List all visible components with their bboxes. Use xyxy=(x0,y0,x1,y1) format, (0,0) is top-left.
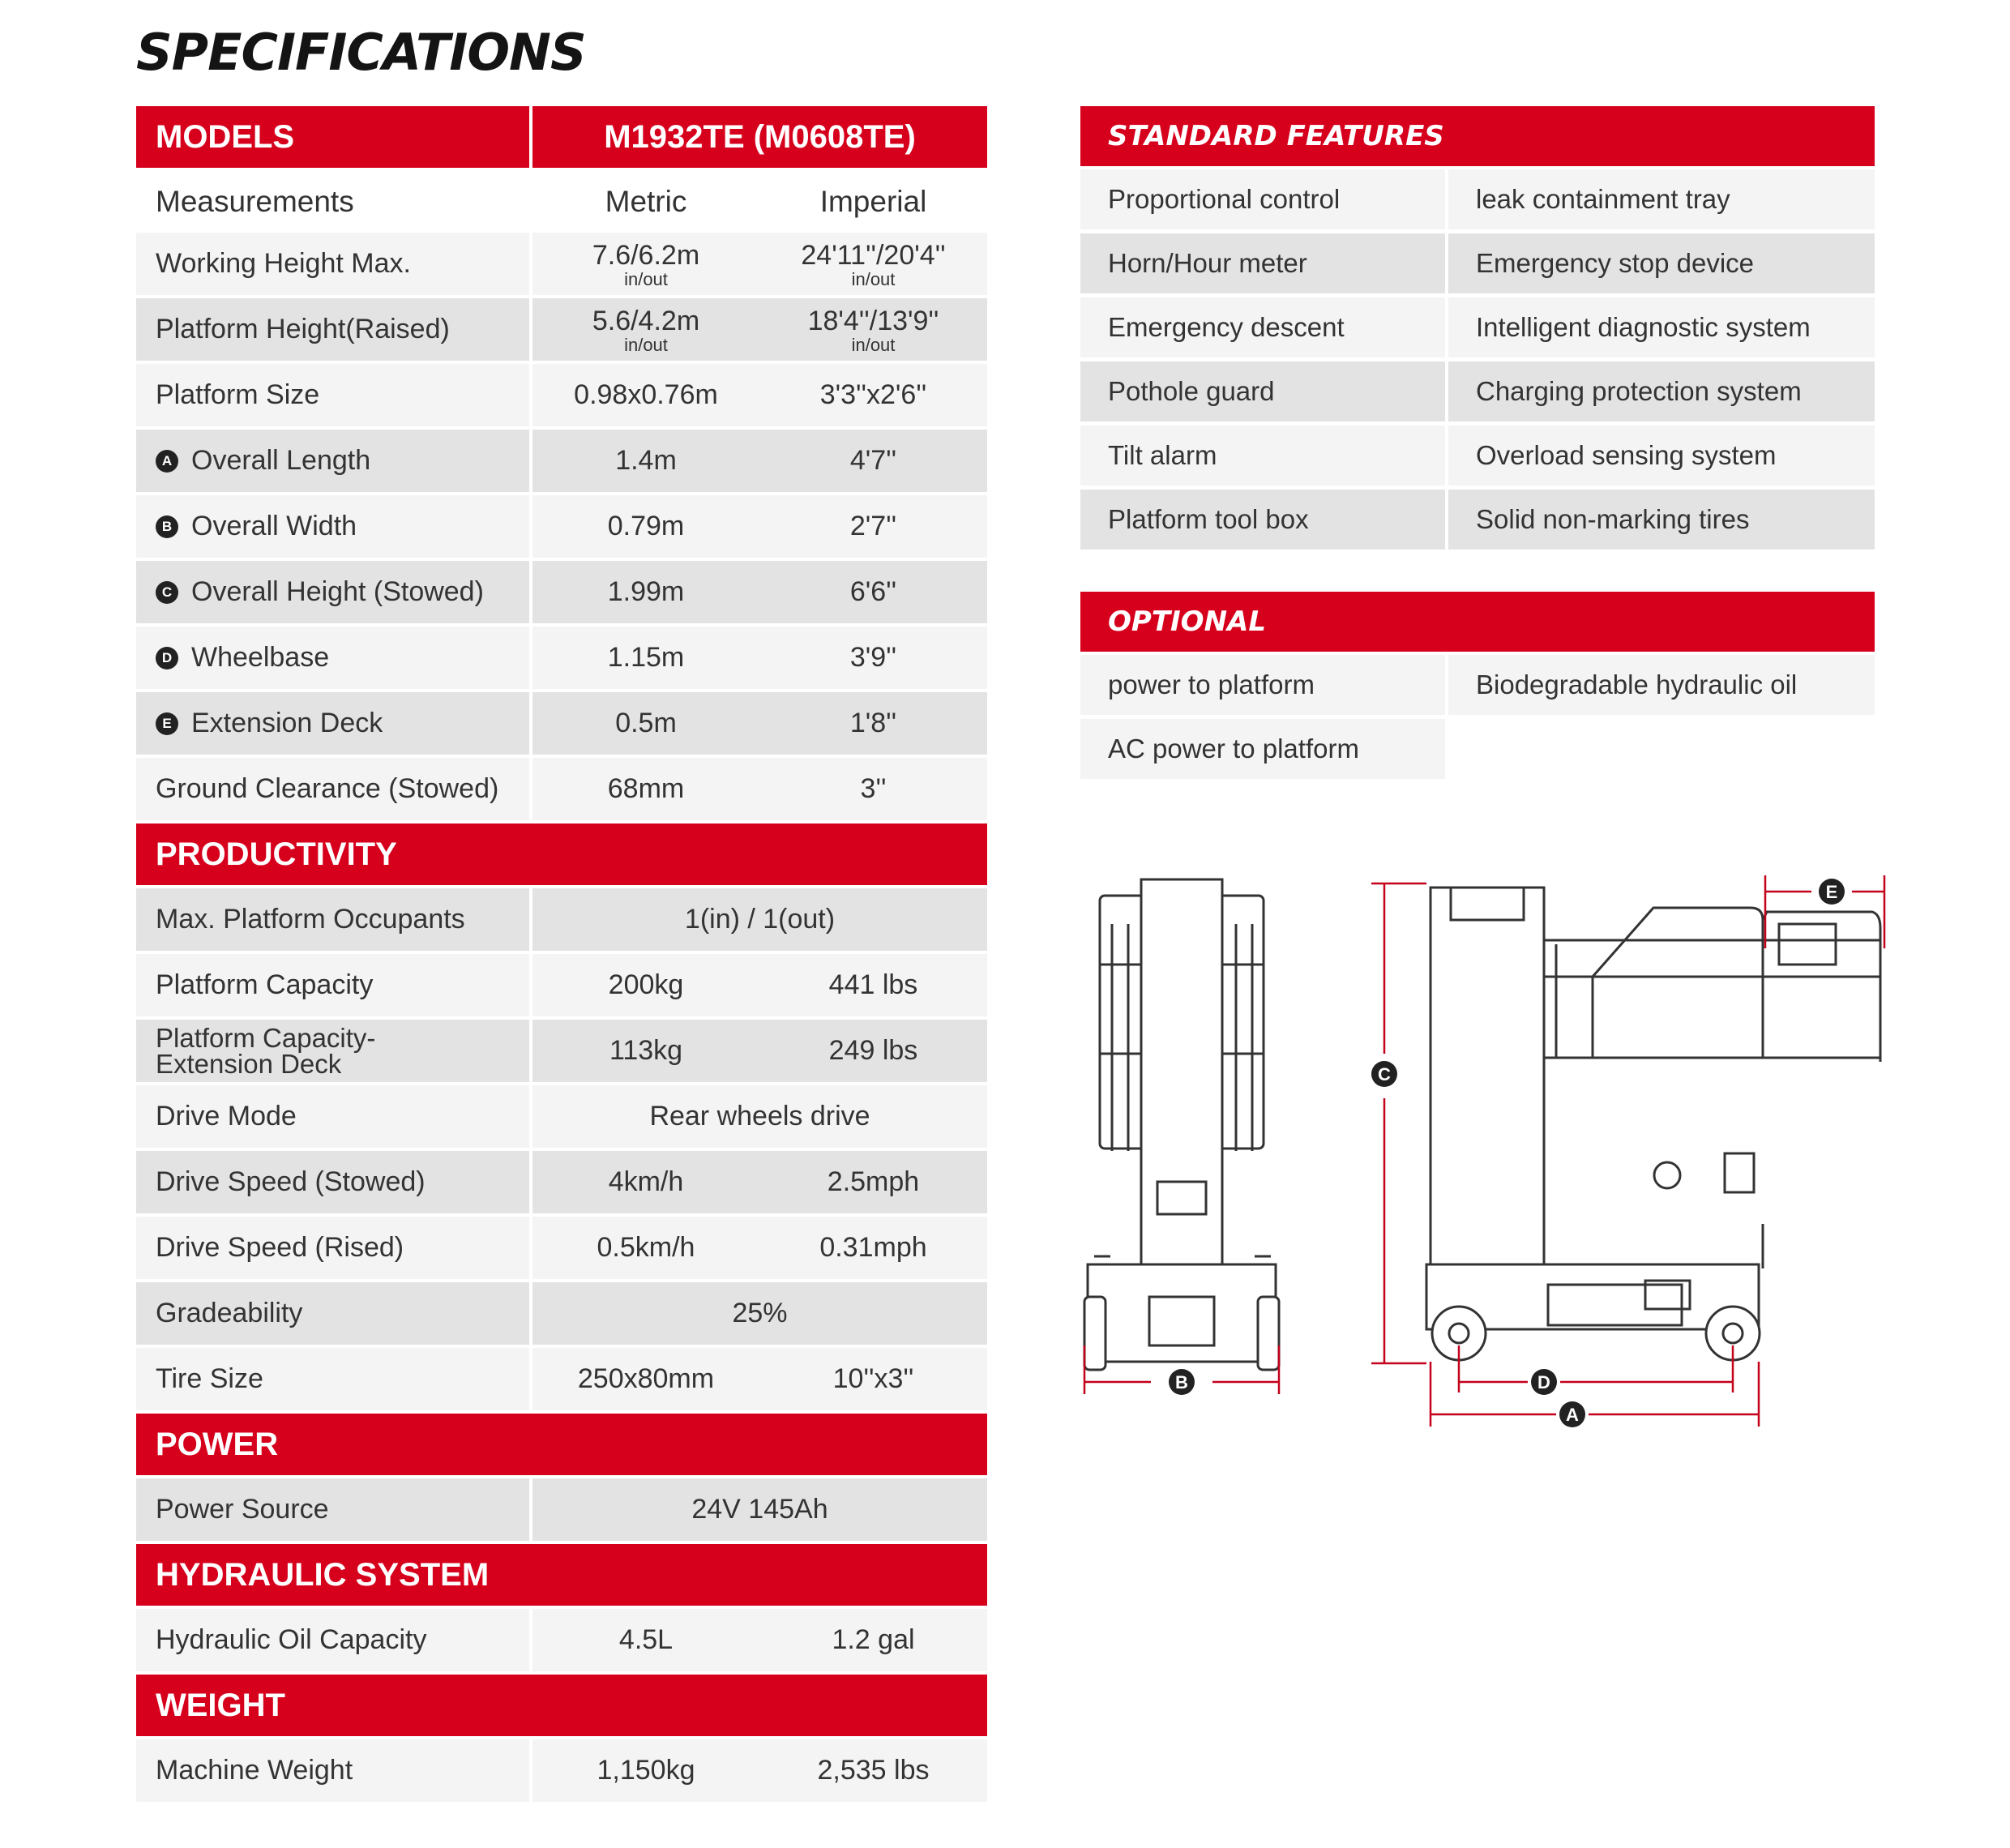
section-weight: WEIGHT xyxy=(136,1675,987,1736)
metric-value: 7.6/6.2m in/out xyxy=(532,233,759,295)
metric-value: 4.5L xyxy=(532,1609,759,1671)
metric-value: 5.6/4.2m in/out xyxy=(532,298,759,361)
row-label: Platform Height(Raised) xyxy=(136,298,529,361)
metric-value: 1.99m xyxy=(532,561,759,623)
feature-row xyxy=(1080,169,1875,229)
table-row xyxy=(136,561,987,623)
feature-item: Platform tool box xyxy=(1080,490,1445,550)
feature-row xyxy=(1080,361,1875,421)
imperial-value: 18'4''/13'9'' in/out xyxy=(759,298,987,361)
table-row xyxy=(136,1282,987,1345)
side-view xyxy=(1426,888,1880,1360)
imperial-value: 10''x3'' xyxy=(759,1348,987,1410)
label-e-text: E xyxy=(1825,882,1838,902)
imperial-value: 6'6'' xyxy=(759,561,987,623)
standard-features-title: STANDARD FEATURES xyxy=(1080,106,1875,166)
row-label: Max. Platform Occupants xyxy=(136,888,529,951)
feature-item: Emergency stop device xyxy=(1448,233,1875,293)
row-label: Power Source xyxy=(136,1478,529,1541)
row-label: Ground Clearance (Stowed) xyxy=(136,758,529,820)
imperial-value: 441 lbs xyxy=(759,954,987,1016)
span-value: Rear wheels drive xyxy=(532,1085,987,1148)
metric-value: 1.15m xyxy=(532,627,759,689)
optional-table xyxy=(1080,592,1875,783)
span-value: 25% xyxy=(532,1282,987,1345)
front-view xyxy=(1084,879,1279,1370)
marker-d-icon: D xyxy=(156,647,178,669)
table-row xyxy=(136,1609,987,1671)
feature-row xyxy=(1080,233,1875,293)
section-productivity: PRODUCTIVITY xyxy=(136,823,987,885)
label-a-text: A xyxy=(1566,1405,1579,1425)
row-label: Drive Speed (Rised) xyxy=(136,1217,529,1279)
metric-value: 68mm xyxy=(532,758,759,820)
row-label: Gradeability xyxy=(136,1282,529,1345)
row-label: E Extension Deck xyxy=(136,692,529,755)
table-row xyxy=(136,1020,987,1082)
imperial-header: Imperial xyxy=(819,185,927,218)
table-row xyxy=(136,1739,987,1802)
metric-value: 250x80mm xyxy=(532,1348,759,1410)
imperial-value: 3'' xyxy=(759,758,987,820)
table-row xyxy=(136,692,987,755)
table-row xyxy=(136,758,987,820)
imperial-value: 1.2 gal xyxy=(759,1609,987,1671)
machine-dimension-drawing xyxy=(1070,859,1888,1443)
feature-row xyxy=(1080,490,1875,550)
row-label: Machine Weight xyxy=(136,1739,529,1802)
measurements-row xyxy=(136,171,987,233)
row-label: Platform Size xyxy=(136,364,529,426)
row-label: Drive Mode xyxy=(136,1085,529,1148)
imperial-value: 2,535 lbs xyxy=(759,1739,987,1802)
feature-item: power to platform xyxy=(1080,655,1445,715)
feature-row xyxy=(1080,426,1875,486)
feature-item: Biodegradable hydraulic oil xyxy=(1448,655,1875,715)
marker-e-icon: E xyxy=(156,712,178,735)
label-c-text: C xyxy=(1378,1064,1391,1084)
metric-value: 1,150kg xyxy=(532,1739,759,1802)
section-power: POWER xyxy=(136,1414,987,1475)
metric-value: 0.5m xyxy=(532,692,759,755)
imperial-value: 1'8'' xyxy=(759,692,987,755)
metric-value: 0.5km/h xyxy=(532,1217,759,1279)
feature-item: Pothole guard xyxy=(1080,361,1445,421)
marker-a-icon: A xyxy=(156,450,178,473)
feature-item: Emergency descent xyxy=(1080,297,1445,357)
row-label: C Overall Height (Stowed) xyxy=(136,561,529,623)
row-label: D Wheelbase xyxy=(136,627,529,689)
feature-item: Intelligent diagnostic system xyxy=(1448,297,1875,357)
table-row xyxy=(136,1217,987,1279)
measurements-label: Measurements xyxy=(156,185,354,218)
table-row xyxy=(136,430,987,492)
metric-value: 113kg xyxy=(532,1020,759,1082)
row-label: Hydraulic Oil Capacity xyxy=(136,1609,529,1671)
row-label: Platform Capacity xyxy=(136,954,529,1016)
table-row xyxy=(136,1085,987,1148)
feature-item: Proportional control xyxy=(1080,169,1445,229)
imperial-value: 2'7'' xyxy=(759,495,987,558)
marker-c-icon: C xyxy=(156,581,178,604)
table-row xyxy=(136,627,987,689)
span-value: 24V 145Ah xyxy=(532,1478,987,1541)
imperial-value: 24'11''/20'4'' in/out xyxy=(759,233,987,295)
metric-value: 1.4m xyxy=(532,430,759,492)
metric-header: Metric xyxy=(605,185,687,218)
row-label: Tire Size xyxy=(136,1348,529,1410)
feature-item: Solid non-marking tires xyxy=(1448,490,1875,550)
optional-title: OPTIONAL xyxy=(1080,592,1875,652)
table-row xyxy=(136,364,987,426)
models-label: MODELS xyxy=(136,106,529,168)
label-b-text: B xyxy=(1175,1372,1188,1392)
imperial-value: 3'3''x2'6'' xyxy=(759,364,987,426)
table-row xyxy=(136,888,987,951)
table-row xyxy=(136,298,987,361)
feature-item: Charging protection system xyxy=(1448,361,1875,421)
feature-row xyxy=(1080,297,1875,357)
metric-value: 4km/h xyxy=(532,1151,759,1213)
feature-item: AC power to platform xyxy=(1080,719,1445,779)
label-d-text: D xyxy=(1537,1372,1550,1392)
table-row xyxy=(136,1151,987,1213)
imperial-value: 3'9'' xyxy=(759,627,987,689)
feature-row xyxy=(1080,719,1875,779)
row-label: B Overall Width xyxy=(136,495,529,558)
model-name: M1932TE (M0608TE) xyxy=(532,106,987,168)
feature-row xyxy=(1080,655,1875,715)
imperial-value: 4'7'' xyxy=(759,430,987,492)
page-title: SPECIFICATIONS xyxy=(136,23,586,82)
marker-b-icon: B xyxy=(156,515,178,538)
row-label: Platform Capacity- Extension Deck xyxy=(136,1020,529,1082)
table-row xyxy=(136,1478,987,1541)
table-row xyxy=(136,495,987,558)
feature-item: Horn/Hour meter xyxy=(1080,233,1445,293)
metric-value: 0.98x0.76m xyxy=(532,364,759,426)
table-row xyxy=(136,954,987,1016)
feature-item: leak containment tray xyxy=(1448,169,1875,229)
span-value: 1(in) / 1(out) xyxy=(532,888,987,951)
imperial-value: 249 lbs xyxy=(759,1020,987,1082)
section-hydraulic: HYDRAULIC SYSTEM xyxy=(136,1544,987,1606)
row-label: Drive Speed (Stowed) xyxy=(136,1151,529,1213)
models-header xyxy=(136,106,987,168)
imperial-value: 2.5mph xyxy=(759,1151,987,1213)
imperial-value: 0.31mph xyxy=(759,1217,987,1279)
spec-table xyxy=(136,106,987,1805)
table-row xyxy=(136,233,987,295)
feature-item: Overload sensing system xyxy=(1448,426,1875,486)
standard-features-table xyxy=(1080,106,1875,554)
row-label: A Overall Length xyxy=(136,430,529,492)
row-label: Working Height Max. xyxy=(136,233,529,295)
table-row xyxy=(136,1348,987,1410)
feature-item-empty xyxy=(1448,719,1875,779)
feature-item: Tilt alarm xyxy=(1080,426,1445,486)
metric-value: 0.79m xyxy=(532,495,759,558)
metric-value: 200kg xyxy=(532,954,759,1016)
